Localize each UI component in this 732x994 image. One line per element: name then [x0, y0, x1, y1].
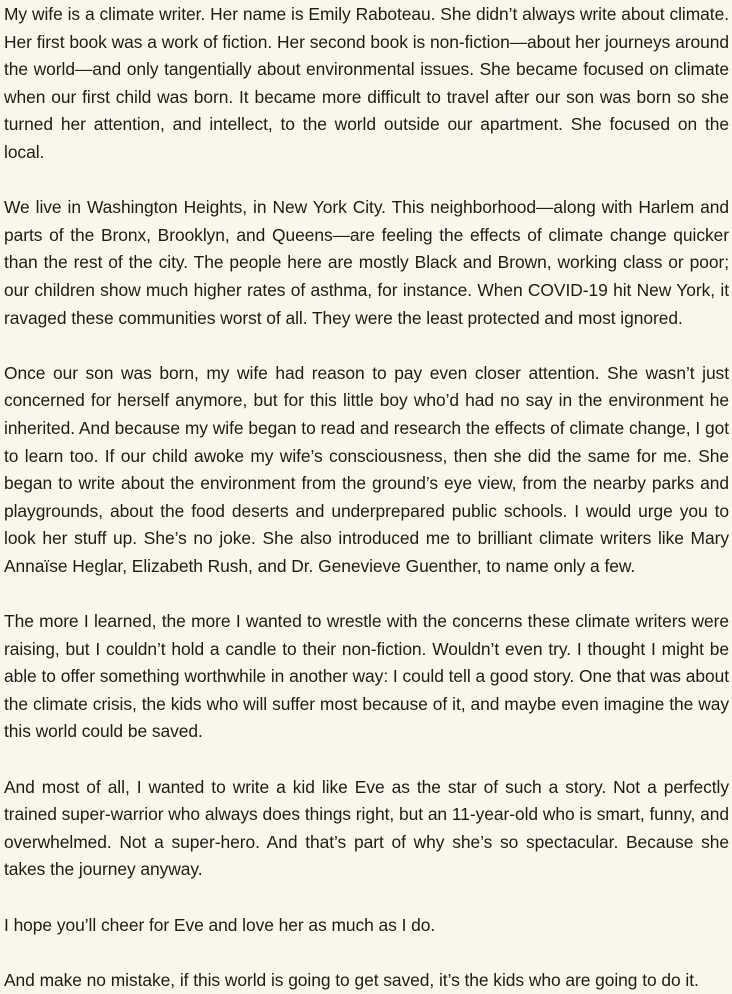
paragraph-7: And make no mistake, if this world is going to get saved, it’s the kids who are going to do it.: [4, 969, 699, 990]
paragraph-4: The more I learned, the more I wanted to wrestle with the concerns these climate writers were raising, but I couldn’t hold a candle to their non-fiction. Wouldn’t even try. I thought I might be able to offer something worthwhile in another way: I could tell a good story. One that was about the climate crisis, the kids who will suffer most because of it, and maybe even imagine the way this world could be saved.: [4, 611, 729, 742]
paragraph-6: I hope you’ll cheer for Eve and love her as much as I do.: [4, 914, 436, 935]
paragraph-1: My wife is a climate writer. Her name is Emily Raboteau. She didn’t always write about climate. Her first book was a work of fiction. Her second book is non-fiction—about her journeys around the world—and only tangentially about environmental issues. She became focused on climate when our first child was born. It became more difficult to travel after our son was born so she turned her attention, and intellect, to the world outside our apartment. She focused on the local.: [4, 4, 729, 162]
paragraph-2: We live in Washington Heights, in New York City. This neighborhood—along with Harlem and parts of the Bronx, Brooklyn, and Queens—are feeling the effects of climate change quicker than the rest of the city. The people here are mostly Black and Brown, working class or poor; our children show much higher rates of asthma, for instance. When COVID-19 hit New York, it ravaged these communities worst of all. They were the least protected and most ignored.: [4, 197, 729, 328]
document-page: [0, 1, 732, 990]
paragraph-3: Once our son was born, my wife had reason to pay even closer attention. She wasn’t just concerned for herself anymore, but for this little boy who’d had no say in the environment he inherited. And because my wife began to read and research the effects of climate change, I got to learn too. If our child awoke my wife’s consciousness, then she did the same for me. She began to write about the environment from the ground’s eye view, from the nearby parks and playgrounds, about the food deserts and underprepared public schools. I would urge you to look her stuff up. She’s no joke. She also introduced me to brilliant climate writers like Mary Annaïse Heglar, Elizabeth Rush, and Dr. Genevieve Guenther, to name only a few.: [4, 362, 729, 576]
paragraph-5: And most of all, I wanted to write a kid like Eve as the star of such a story. Not a perfectly trained super-warrior who always does things right, but an 11-year-old who is smart, funny, and overwhelmed. Not a super-hero. And that’s part of why she’s so spectacular. Because she takes the journey anyway.: [4, 776, 729, 880]
